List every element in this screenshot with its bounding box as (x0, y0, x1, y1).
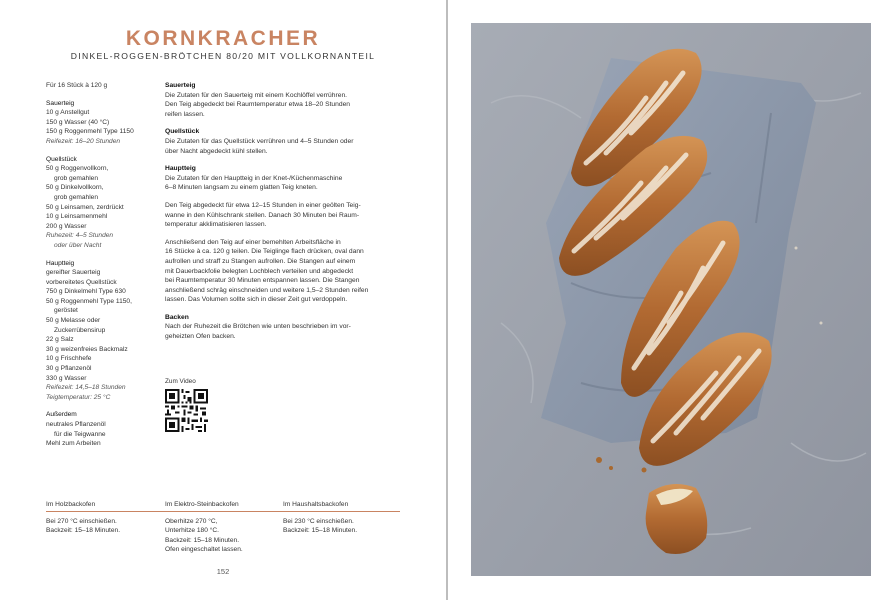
ingredient-line: 150 g Wasser (40 °C) (46, 118, 110, 126)
step-line: wanne in den Kühlschrank stellen. Danach 30 Minuten bei Raum- (165, 211, 360, 219)
ingredient-line: vorbereitetes Quellstück (46, 278, 117, 286)
oven-line: Backzeit: 15–18 Minuten. (283, 527, 358, 535)
left-page (0, 0, 446, 600)
oven-line: Bei 230 °C einschießen. (283, 518, 354, 525)
oven-heading: Im Holzbackofen (46, 501, 96, 508)
instructions-column (165, 81, 403, 342)
step-line: geheizten Ofen backen. (165, 333, 236, 341)
ingredient-line: 50 g Roggenmehl Type 1150, (46, 297, 132, 305)
ingredient-line: Mehl zum Arbeiten (46, 440, 101, 448)
ingredient-line: 10 g Anstellgut (46, 109, 90, 117)
ingredient-line: 30 g Pflanzenöl (46, 365, 92, 373)
oven-divider (46, 511, 400, 512)
oven-line: Backzeit: 15–18 Minuten. (46, 527, 121, 535)
step-line: Die Zutaten für den Hauptteig in der Knet-/Küchenmaschine (165, 174, 343, 182)
ingredient-line: neutrales Pflanzenöl (46, 421, 106, 428)
yield-text: Für 16 Stück à 120 g (46, 82, 108, 89)
ingredient-note: oder über Nacht (54, 241, 102, 249)
step-line: Den Teig abgedeckt bei Raumtemperatur etwa 18–20 Stunden (165, 101, 351, 109)
ingredient-line: grob gemahlen (54, 174, 98, 182)
oven-heading: Im Elektro-Steinbackofen (165, 501, 239, 508)
step-heading-backen: Backen (165, 313, 189, 321)
ingredient-line: 10 g Leinsamenmehl (46, 213, 108, 221)
oven-heading: Im Haushaltsbackofen (283, 501, 349, 508)
ingredient-line: 50 g Melasse oder (46, 317, 101, 325)
step-line: Anschließend den Teig auf einer bemehlten Arbeitsfläche in (165, 238, 341, 246)
step-line: anschließend schräg einschneiden und weitere 1,5–2 Stunden reifen (165, 286, 369, 294)
oven-line: Ofen eingeschaltet lassen. (165, 546, 243, 554)
oven-line: Backzeit: 15–18 Minuten. (165, 536, 240, 544)
step-line: temperatur akklimatisieren lassen. (165, 221, 267, 229)
ingredients-column (46, 81, 154, 449)
ingredient-line: 330 g Wasser (46, 374, 87, 382)
ingredient-line: geröstet (54, 307, 78, 315)
step-line: Die Zutaten für das Quellstück verrühren und 4–5 Stunden oder (165, 137, 354, 145)
step-heading-hauptteig: Hauptteig (165, 165, 196, 173)
right-page (448, 0, 894, 600)
ingredient-line: gereifter Sauerteig (46, 269, 101, 277)
step-line: bei Raumtemperatur 30 Minuten entspannen lassen. Die Stangen (165, 277, 360, 285)
ingredient-note: Teigtemperatur: 25 °C (46, 393, 111, 401)
step-heading-sauerteig: Sauerteig (165, 82, 196, 89)
step-line: 16 Stücke à ca. 120 g teilen. Die Teiglinge flach drücken, oval dann (165, 248, 364, 256)
ingredient-line: 200 g Wasser (46, 222, 87, 230)
ingredient-line: grob gemahlen (54, 193, 98, 201)
oven-haushaltsbackofen (283, 500, 398, 536)
oven-elektro-steinbackofen (165, 500, 280, 555)
oven-line: Unterhitze 180 °C. (165, 527, 219, 535)
ingredient-heading-ausserdem: Außerdem (46, 411, 77, 419)
step-line: reifen lassen. (165, 110, 205, 118)
ingredient-line: 22 g Salz (46, 336, 74, 344)
step-line: 6–8 Minuten langsam zu einem glatten Teig kneten. (165, 184, 318, 192)
qr-code[interactable] (165, 389, 208, 432)
ingredient-line: 150 g Roggenmehl Type 1150 (46, 128, 134, 136)
ingredient-line: 10 g Frischhefe (46, 355, 92, 363)
step-line: aufrollen und straff zu Stangen aufrollen. Die Stangen auf einem (165, 257, 356, 265)
ingredient-heading-hauptteig: Hauptteig (46, 259, 75, 267)
bread-roll-broken (646, 484, 708, 554)
step-line: über Nacht abgedeckt kühl stellen. (165, 147, 268, 155)
video-label: Zum Video (165, 378, 196, 385)
ingredient-heading-quellstueck: Quellstück (46, 155, 77, 163)
recipe-subtitle: DINKEL-ROGGEN-BRÖTCHEN 80/20 MIT VOLLKORNANTEIL (70, 51, 376, 61)
oven-line: Bei 270 °C einschießen. (46, 518, 117, 525)
ingredient-note: Ruhezeit: 4–5 Stunden (46, 232, 114, 240)
ingredient-note: Reifezeit: 16–20 Stunden (46, 137, 121, 145)
step-line: Nach der Ruhezeit die Brötchen wie unten beschrieben im vor- (165, 323, 351, 331)
ingredient-line: 750 g Dinkelmehl Type 630 (46, 288, 126, 296)
ingredient-line: 50 g Roggenvollkorn, (46, 165, 109, 173)
ingredient-line: Zuckerrübensirup (54, 326, 106, 334)
ingredient-line: 30 g weizenfreies Backmalz (46, 345, 128, 353)
ingredient-line: 50 g Dinkelvollkorn, (46, 184, 104, 192)
ingredient-heading-sauerteig: Sauerteig (46, 99, 75, 107)
page-number: 152 (216, 567, 230, 576)
step-line: lassen. Das Volumen sollte sich in dieser Zeit gut verdoppeln. (165, 296, 348, 304)
step-line: mit Dauerbackfolie belegten Lochblech verteilen und abgedeckt (165, 267, 354, 275)
oven-line: Oberhitze 270 °C, (165, 518, 218, 525)
step-heading-quellstueck: Quellstück (165, 128, 200, 136)
ingredient-note: Reifezeit: 14,5–18 Stunden (46, 384, 126, 392)
step-line: Den Teig abgedeckt für etwa 12–15 Stunden in einer geölten Teig- (165, 201, 361, 209)
step-line: Die Zutaten für den Sauerteig mit einem Kochlöffel verrühren. (165, 91, 348, 99)
ingredient-line: für die Teigwanne (54, 430, 106, 438)
recipe-title: KORNKRACHER (125, 27, 321, 50)
ingredient-line: 50 g Leinsamen, zerdrückt (46, 203, 124, 211)
oven-holzbackofen (46, 500, 161, 536)
bread-rolls-photo (471, 23, 871, 576)
